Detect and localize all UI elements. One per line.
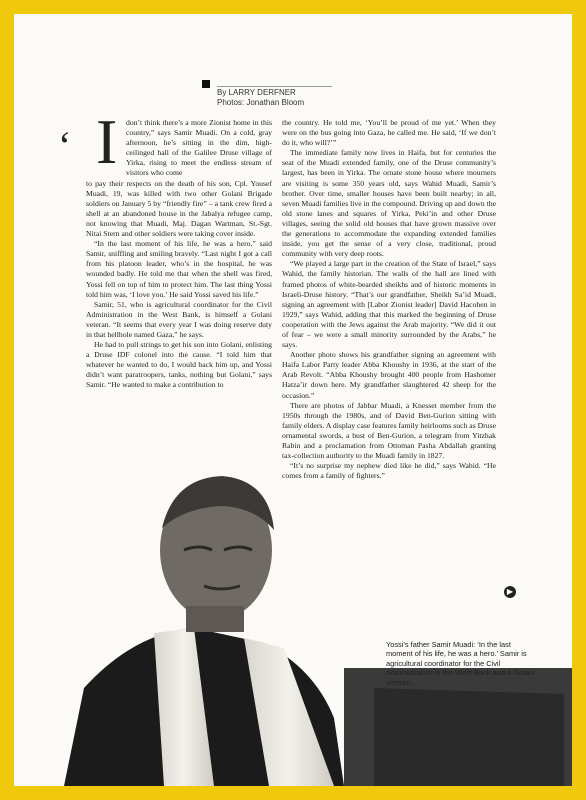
article-column-2 bbox=[282, 118, 496, 481]
paragraph: the country. He told me, ‘You’ll be proud of me yet.’ When they were on the bus going into Gaza, he called me. He said, ‘If we don’t do it, who will?’” bbox=[282, 118, 496, 148]
drop-cap-quote: ‘ bbox=[58, 123, 72, 168]
article-column-1 bbox=[86, 118, 272, 391]
paragraph: “In the last moment of his life, he was a hero,” said Samir, sniffling and smiling bravely. “Last night I got a call from his platoon leader, who’s in the hospital, he was wounded badly. He told me that when the shell was fired, Yossi fell on top of him to protect him. The last thing Yossi told him was, ‘I love you.’ He said Yossi saved his life.” bbox=[86, 239, 272, 299]
portrait-photo bbox=[44, 458, 572, 786]
section-marker-square bbox=[202, 80, 210, 88]
paragraph: to pay their respects on the death of his son, Cpl. Yousef Muadi, 19, was killed with two other Golani Brigade soldiers on January 5 by “friendly fire” – a tank crew fired a shell at an abandoned house in the Jabalya refugee camp, not knowing that Muadi, Maj. Dagan Wartman, St.-Sgt. Nitai Stern and other soldiers were taking cover inside. bbox=[86, 178, 272, 239]
neck bbox=[186, 606, 244, 632]
photo-caption: Yossi’s father Samir Muadi: ‘In the last moment of his life, he was a hero.’ Samir is agricultural coordinator for the Civil Administration in the West Bank and a Golani veteran. bbox=[386, 640, 535, 687]
paragraph: “We played a large part in the creation of the State of Israel,” says Wahid, the family historian. The walls of the hall are lined with framed photos of white-bearded sheikhs and of historic moments in Israeli-Druse history. “That’s our grandfather, Sheikh Sa’id Muadi, signing an agreement with [Labor Zionist leader] David Hacohen in 1929,” says Wahid, adding that this marked the beginning of Druse cooperation with the Jews against the Arab majority. “We did it out of fear – we were a small minority surrounded by the Arabs,” he says. bbox=[282, 259, 496, 350]
drop-cap-letter: I bbox=[96, 106, 118, 177]
magazine-page bbox=[14, 14, 572, 786]
paragraph: He had to pull strings to get his son into Golani, enlisting a Druse IDF colonel into the cause. “I told him that whatever he wanted to do, I would back him up, and Yossi didn’t want paratroopers, tanks, nothing but Golani,” says Samir. “He wanted to make a contribution to bbox=[86, 340, 272, 390]
continue-arrow-icon: ▶ bbox=[504, 586, 516, 598]
paragraph: “It’s no surprise my nephew died like he did,” says Wahid. “He comes from a family of fighters.” bbox=[282, 461, 496, 481]
byline-author: By LARRY DERFNER bbox=[217, 88, 296, 97]
lead-paragraph: don’t think there’s a more Zionist home in this country,” says Samir Muadi. On a cold, gray afternoon, he’s sitting in the dim, high-ceilinged hall of the Galilee Druse village of Yirka, rising to meet the endless stream of visitors who come bbox=[126, 118, 272, 178]
paragraph: There are photos of Jabbar Muadi, a Knesset member from the 1950s through the 1980s, and of David Ben-Gurion sitting with family elders. A display case features family heirlooms such as Druse ornamental swords, a bust of Ben-Gurion, a telegram from Yitzhak Rabin and a proclamation from Ottoman Pasha Abdallah granting tax-collection authority to the Muadi family in 1827. bbox=[282, 400, 496, 461]
byline-photo-credit: Photos: Jonathan Bloom bbox=[217, 98, 305, 107]
paragraph: Samir, 51, who is agricultural coordinator for the Civil Administration in the West Bank, is himself a Golani veteran. “It seems that every year I was doing reserve duty in that hellhole named Gaza,” he says. bbox=[86, 299, 272, 339]
byline-rule bbox=[217, 86, 332, 87]
paragraph: The immediate family now lives in Haifa, but for centuries the seat of the Muadi extended family, one of the Druse community’s largest, has been in Yirka. The ornate stone house where mourners are visiting is some 350 years old, says Wahid Muadi, Samir’s brother. Over time, smaller houses have been built nearby; in all, seven Muadi families live in the compound. Driving up and down the old stone lanes and squares of Yirka, Peki’in and other Druse villages, seeing the solid old houses that have grown massive over the generations to accommodate the expanding extended families inside, you get the sense of a very close, traditional, proud community with very deep roots. bbox=[282, 148, 496, 259]
byline bbox=[217, 86, 332, 108]
paragraph: Another photo shows his grandfather signing an agreement with Haifa Labor Party leader Abba Khoushy in 1936, at the start of the Arab Revolt. “Abba Khoushy brought 400 people from Hashomer Hatza’ir down here. My grandfather slaughtered 42 sheep for the occasion.” bbox=[282, 350, 496, 400]
background-shadow bbox=[374, 688, 564, 786]
